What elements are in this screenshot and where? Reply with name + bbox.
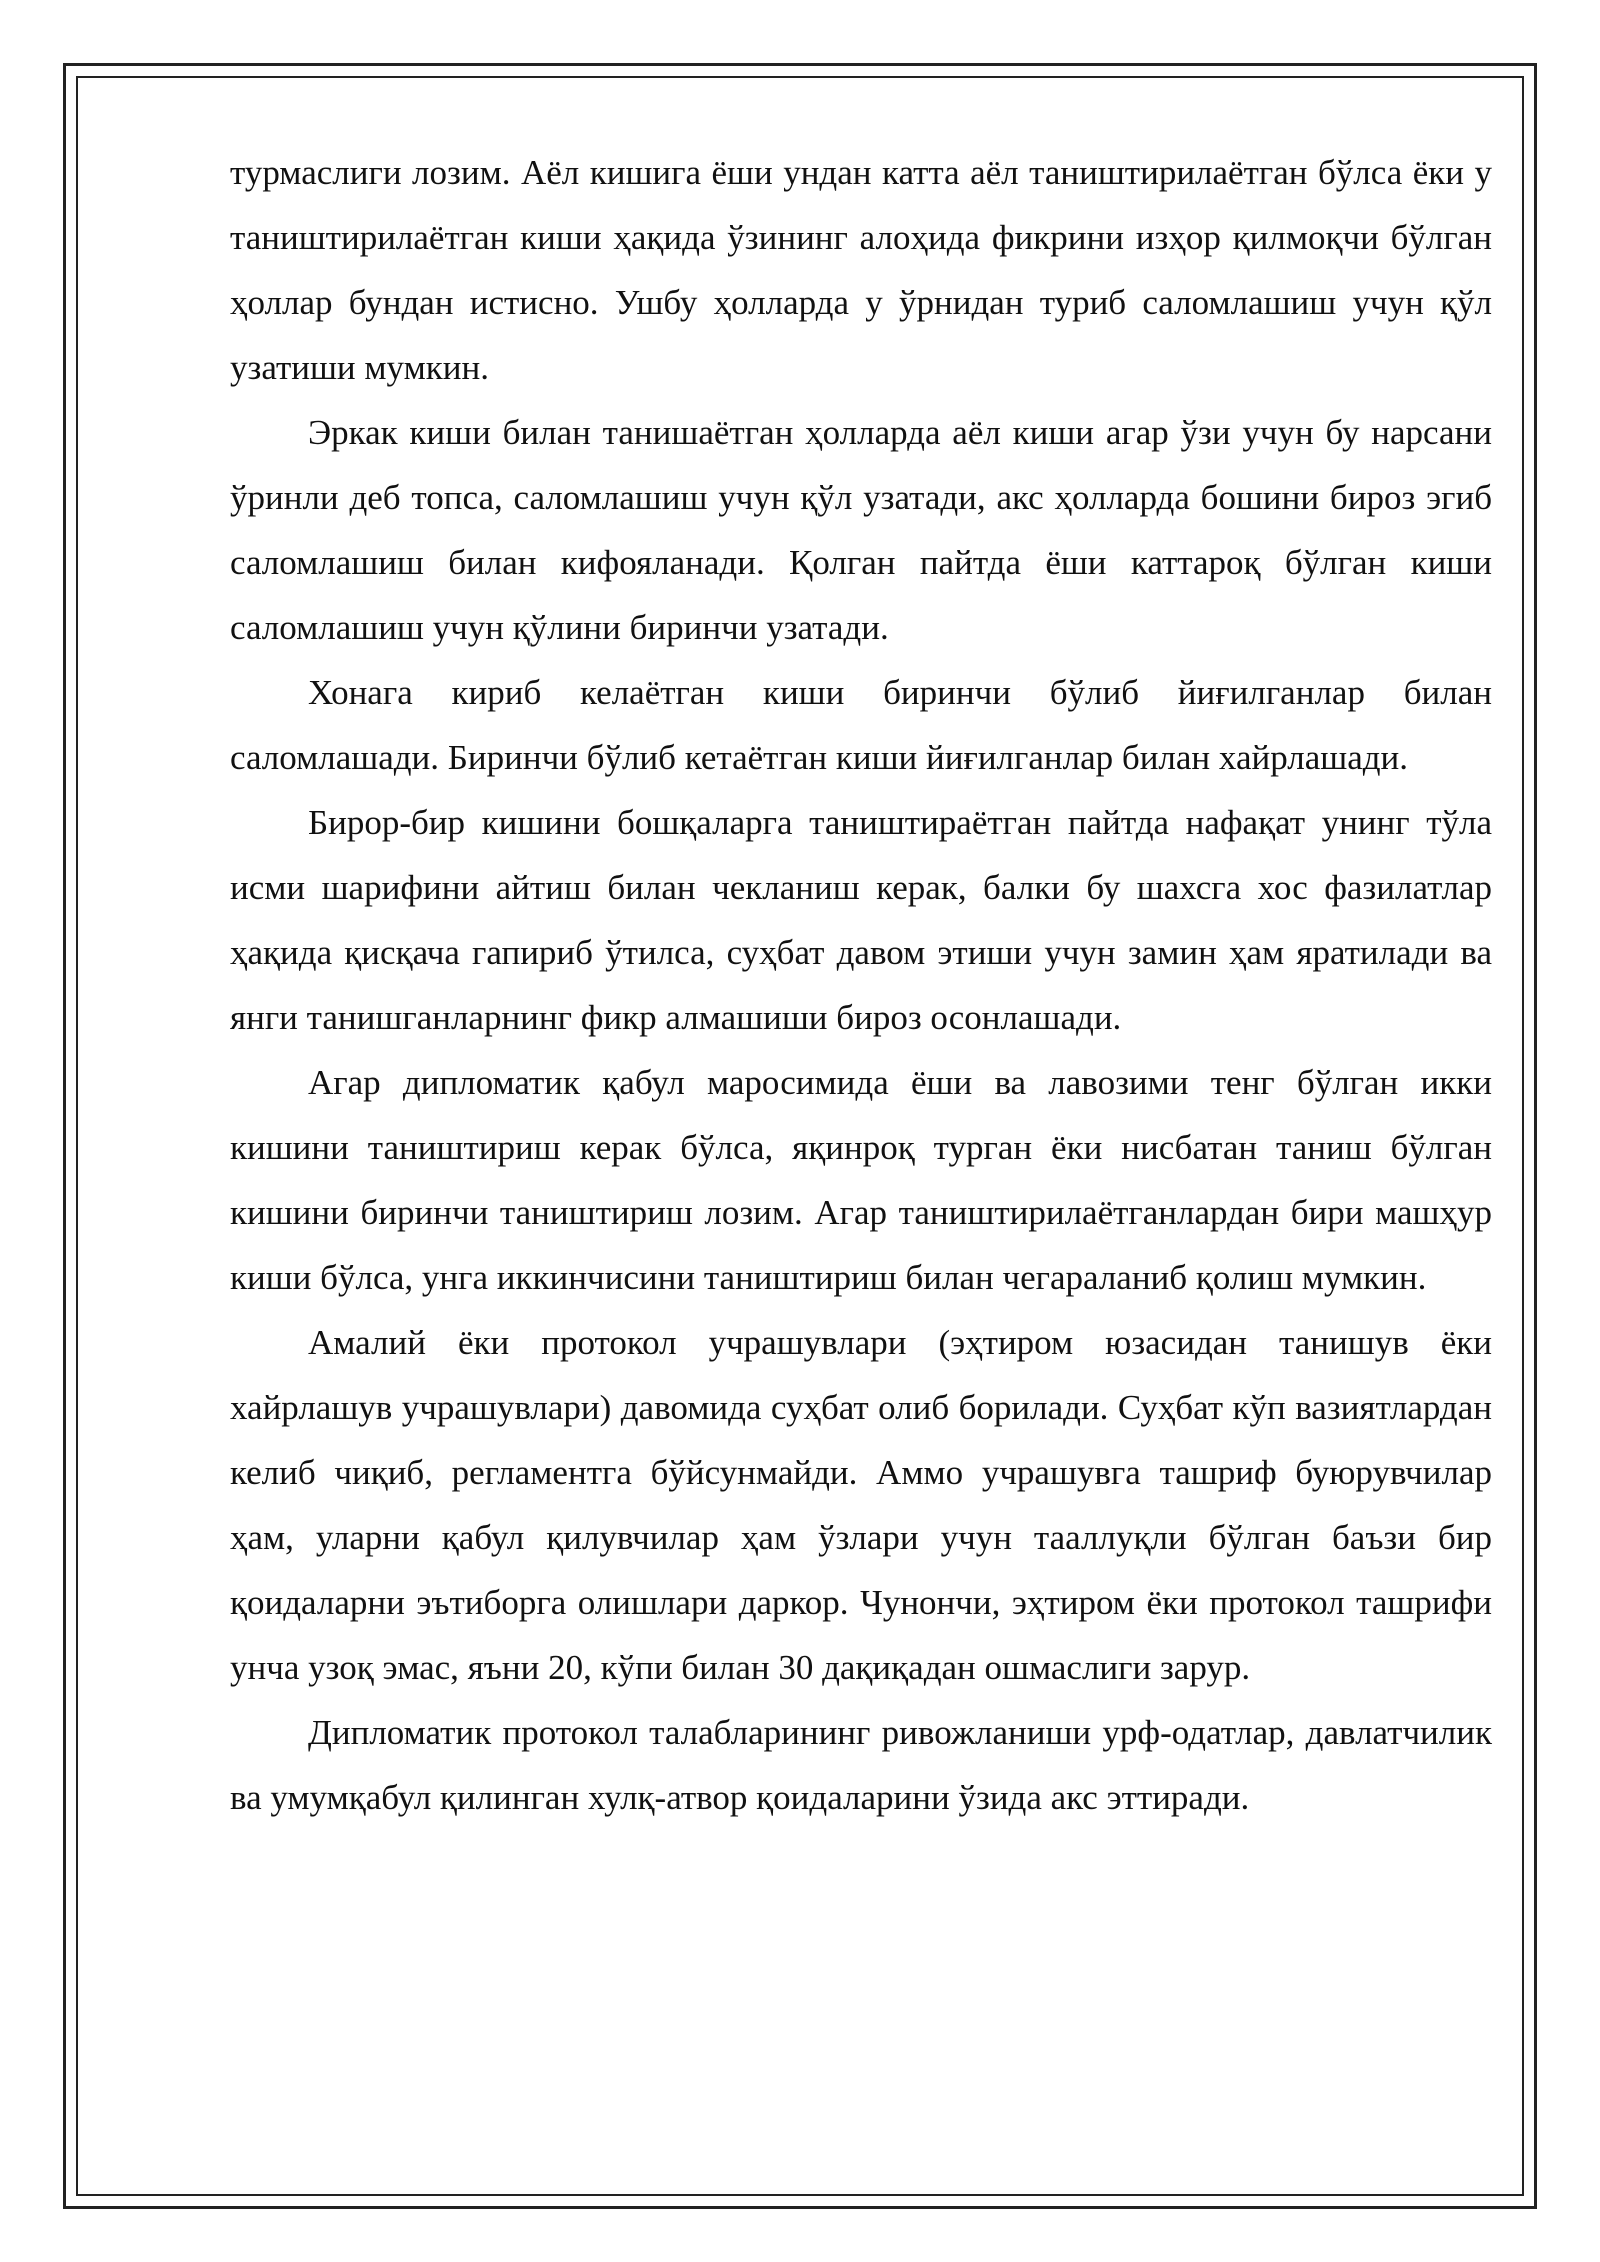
paragraph: Амалий ёки протокол учрашувлари (эҳтиром юзасидан танишув ёки хайрлашув учрашувлари) давомида суҳбат олиб борилади. Суҳбат кўп вазиятлардан келиб чиқиб, регламентга бўйсунмайди. Аммо учрашувга ташриф буюрувчилар ҳам, уларни қабул қилувчилар ҳам ўзлари учун тааллуқли бўлган баъзи бир қоидаларни эътиборга олишлари даркор. Чунончи, эҳтиром ёки протокол ташрифи унча узоқ эмас, яъни 20, кўпи билан 30 дақиқадан ошмаслиги зарур. (230, 1323, 1492, 1687)
paragraph: турмаслиги лозим. Аёл кишига ёши ундан катта аёл таништирилаётган бўлса ёки у таништирилаётган киши ҳақида ўзининг алоҳида фикрини изҳор қилмоқчи бўлган ҳоллар бундан истисно. Ушбу ҳолларда у ўрнидан туриб саломлашиш учун қўл узатиши мумкин. (230, 153, 1492, 387)
paragraph: Агар дипломатик қабул маросимида ёши ва лавозими тенг бўлган икки кишини таништириш керак бўлса, яқинроқ турган ёки нисбатан таниш бўлган кишини биринчи таништириш лозим. Агар таништирилаётганлардан бири машҳур киши бўлса, унга иккинчисини таништириш билан чегараланиб қолиш мумкин. (230, 1063, 1492, 1297)
paragraph: Дипломатик протокол талабларининг ривожланиши урф-одатлар, давлатчилик ва умумқабул қилинган хулқ-атвор қоидаларини ўзида акс эттиради. (230, 1713, 1492, 1817)
paragraph: Хонага кириб келаётган киши биринчи бўлиб йиғилганлар билан саломлашади. Биринчи бўлиб кетаётган киши йиғилганлар билан хайрлашади. (230, 673, 1492, 777)
document-body (230, 140, 1492, 1830)
paragraph: Бирор-бир кишини бошқаларга таништираётган пайтда нафақат унинг тўла исми шарифини айтиш билан чекланиш керак, балки бу шахсга хос фазилатлар ҳақида қисқача гапириб ўтилса, суҳбат давом этиши учун замин ҳам яратилади ва янги танишганларнинг фикр алмашиши бироз осонлашади. (230, 803, 1492, 1037)
paragraph: Эркак киши билан танишаётган ҳолларда аёл киши агар ўзи учун бу нарсани ўринли деб топса, саломлашиш учун қўл узатади, акс ҳолларда бошини бироз эгиб саломлашиш билан кифояланади. Қолган пайтда ёши каттароқ бўлган киши саломлашиш учун қўлини биринчи узатади. (230, 413, 1492, 647)
